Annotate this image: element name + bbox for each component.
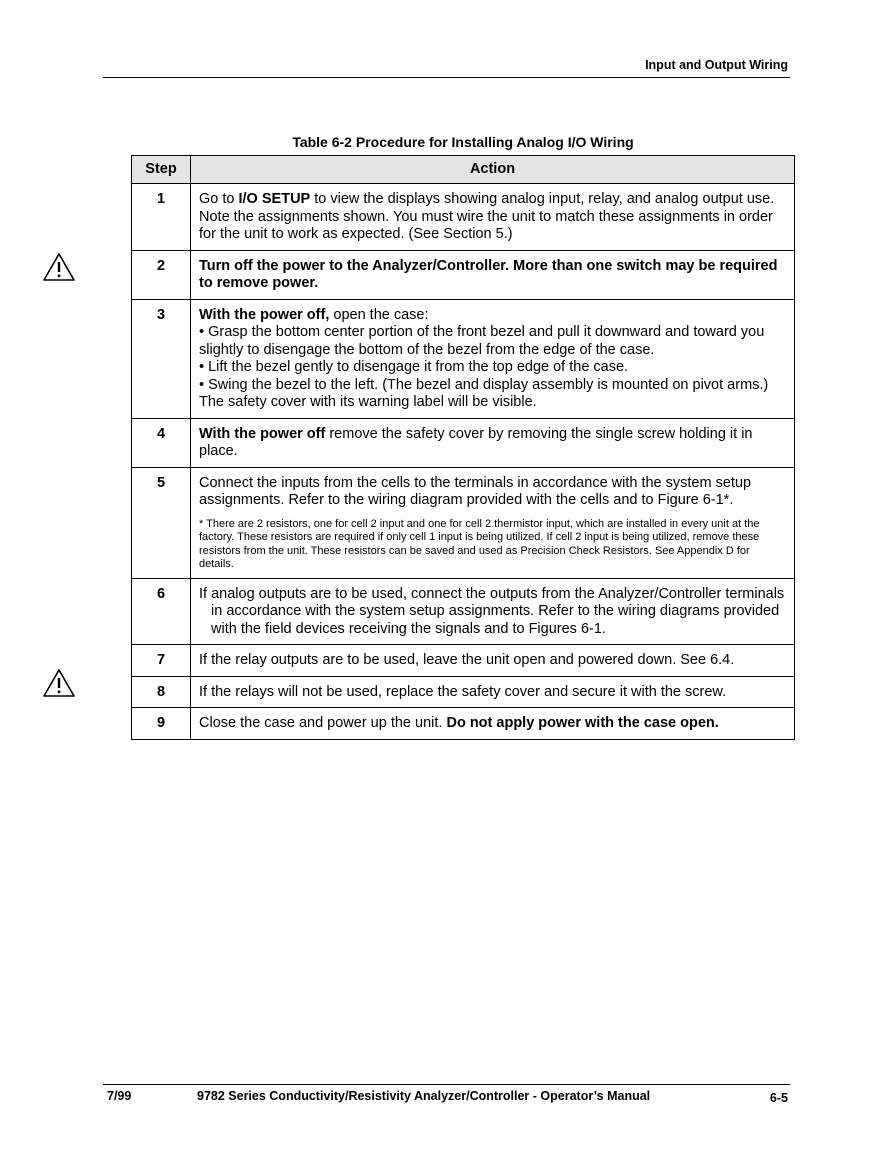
step-number: 7 [132,645,191,677]
action-bold-text: With the power off, [199,306,330,323]
step-action [191,578,795,645]
table-caption: Table 6-2 Procedure for Installing Analog I/O Wiring [292,134,634,150]
column-header-action: Action [191,156,795,184]
table-row [132,299,795,418]
header-divider [103,77,790,78]
step-number: 8 [132,676,191,708]
step-action [191,467,795,578]
step-action: If the relay outputs are to be used, leave the unit open and powered down. See 6.4. [191,645,795,677]
action-text: Close the case and power up the unit. [199,715,447,731]
table-row [132,184,795,251]
table-row [132,645,795,677]
action-bold-text: With the power off [199,425,326,442]
action-text: Connect the inputs from the cells to the terminals in accordance with the system setup assignments. Refer to the wiring diagram provided with the cells and to Figure 6-1*. [199,474,752,508]
step-number: 1 [132,184,191,251]
table-row [132,708,795,740]
table-row [132,676,795,708]
action-text: If analog outputs are to be used, connect the outputs from the Analyzer/Controller terminals in accordance with the system setup assignments. Refer to the wiring diagrams provided with the field devices receiving the signals and to Figures 6-1. [199,585,785,637]
step-number: 5 [132,467,191,578]
warning-triangle-icon [42,668,76,698]
action-text: The safety cover with its warning label will be visible. [199,394,537,410]
footer-date: 7/99 [107,1089,132,1103]
step-action: If the relays will not be used, replace the safety cover and secure it with the screw. [191,676,795,708]
action-bold-text: Do not apply power with the case open. [446,715,719,731]
action-text: open the case: [329,306,429,323]
table-header-row [132,156,795,184]
step-number: 3 [132,299,191,418]
step-number: 6 [132,578,191,645]
footer-document-title: 9782 Series Conductivity/Resistivity Analyzer/Controller - Operator’s Manual [197,1089,651,1103]
action-bold-text: I/O SETUP [238,191,311,207]
step-action [191,250,795,299]
table-row [132,467,795,578]
step-number: 9 [132,708,191,740]
bullet-item: • Lift the bezel gently to disengage it from the top edge of the case. [199,359,629,375]
action-text: remove the safety cover by removing the single screw holding it in place. [199,425,753,459]
step-action [191,418,795,467]
column-header-step: Step [132,156,191,184]
step-action [191,184,795,251]
bullet-item: • Swing the bezel to the left. (The bezel and display assembly is mounted on pivot arms.) [199,376,769,393]
step-action [191,299,795,418]
step-number: 2 [132,250,191,299]
action-text: to view the displays showing analog input, relay, and analog output use. Note the assignments shown. You must wire the unit to match these assignments in order for the unit to work as expected. (See Section 5.) [199,191,775,242]
step-number: 4 [132,418,191,467]
warning-triangle-icon [42,252,76,282]
procedure-table [131,155,795,740]
footnote: * There are 2 resistors, one for cell 2 input and one for cell 2 thermistor input, which are installed in every unit at the factory. These resistors are required if only cell 1 input is being utilized. If cell 2 input is being utilized, remove these resistors from the unit. These resistors can be saved and used as Precision Check Resistors. See Appendix D for details. [199,517,760,570]
action-text: Go to [199,191,239,207]
action-bold-text: Turn off the power to the Analyzer/Controller. More than one switch may be required to remove power. [199,257,778,291]
footer-divider [103,1084,790,1085]
bullet-item: • Grasp the bottom center portion of the front bezel and pull it downward and toward you slightly to disengage the bottom of the bezel from the edge of the case. [199,324,765,358]
page-number: 6-5 [769,1091,788,1105]
table-row [132,578,795,645]
page-header-title: Input and Output Wiring [645,58,788,72]
table-row [132,418,795,467]
table-row [132,250,795,299]
step-action [191,708,795,740]
